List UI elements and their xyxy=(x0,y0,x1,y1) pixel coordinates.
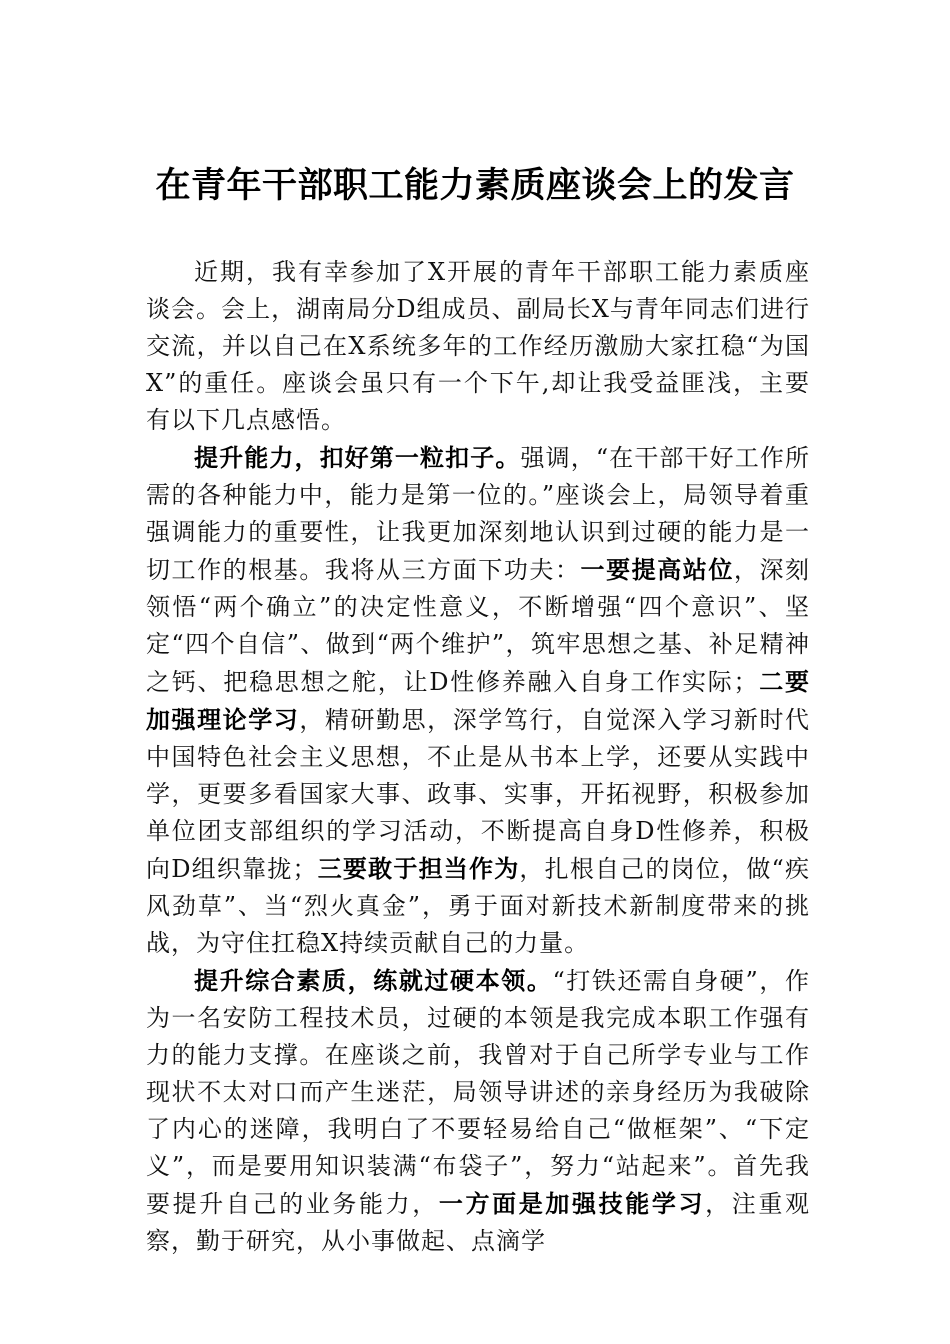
page-title: 在青年干部职工能力素质座谈会上的发言 xyxy=(155,165,795,206)
emphasis-text: 二要加强理论学习 xyxy=(146,667,810,734)
paragraph-quality xyxy=(146,962,810,1260)
paragraph-ability xyxy=(146,439,810,962)
paragraph-text: ，精研勤思，深学笃行，自觉深入学习新时代中国特色社会主义思想，不止是从书本上学，还要从实践中学，更要多看国家大事、政事、实事，开拓视野，积极参加单位团支部组织的学习活动，不断提高自身D性修养，积极向D组织靠拢； xyxy=(146,706,811,883)
paragraph-text: ，扎根自己的岗位，做“疾风劲草”、当“烈火真金”，勇于面对新技术新制度带来的挑战，为守住扛稳X持续贡献自己的力量。 xyxy=(146,855,811,957)
document-body xyxy=(146,254,810,1260)
emphasis-text: 一方面是加强技能学习 xyxy=(438,1189,706,1218)
paragraph-intro xyxy=(146,254,810,439)
emphasis-text: 三要敢于担当作为 xyxy=(317,854,520,883)
paragraph-text: “打铁还需自身硬”，作为一名安防工程技术员，过硬的本领是我完成本职工作强有力的能力支撑。在座谈之前，我曾对于自己所学专业与工作现状不太对口而产生迷茫，局领导讲述的亲身经历为我破除了内心的迷障，我明白了不要轻易给自己“做框架”、“下定义”，而是要用知识装满“布袋子”，努力“站起来”。首先我要提升自己的业务能力， xyxy=(146,967,810,1218)
section-heading: 提升能力，扣好第一粒扣子。 xyxy=(194,443,521,472)
emphasis-text: 一要提高站位 xyxy=(580,555,734,584)
paragraph-text: 近期，我有幸参加了X开展的青年干部职工能力素质座谈会。会上，湖南局分D组成员、副局长X与青年同志们进行交流，并以自己在X系统多年的工作经历激励大家扛稳“为国X”的重任。座谈会虽只有一个下午,却让我受益匪浅，主要有以下几点感悟。 xyxy=(146,258,810,434)
paragraph-text: 强调，“在干部干好工作所需的各种能力中，能力是第一位的。”座谈会上，局领导着重强调能力的重要性，让我更加深刻地认识到过硬的能力是一切工作的根基。我将从三方面下功夫： xyxy=(146,444,810,584)
paragraph-text: ，深刻领悟“两个确立”的决定性意义，不断增强“四个意识”、坚定“四个自信”、做到“两个维护”，筑牢思想之基、补足精神之钙、把稳思想之舵，让D性修养融入自身工作实际； xyxy=(146,556,811,696)
paragraph-text: ，注重观察，勤于研究，从小事做起、点滴学 xyxy=(146,1190,810,1255)
section-heading: 提升综合素质，练就过硬本领。 xyxy=(194,966,553,995)
